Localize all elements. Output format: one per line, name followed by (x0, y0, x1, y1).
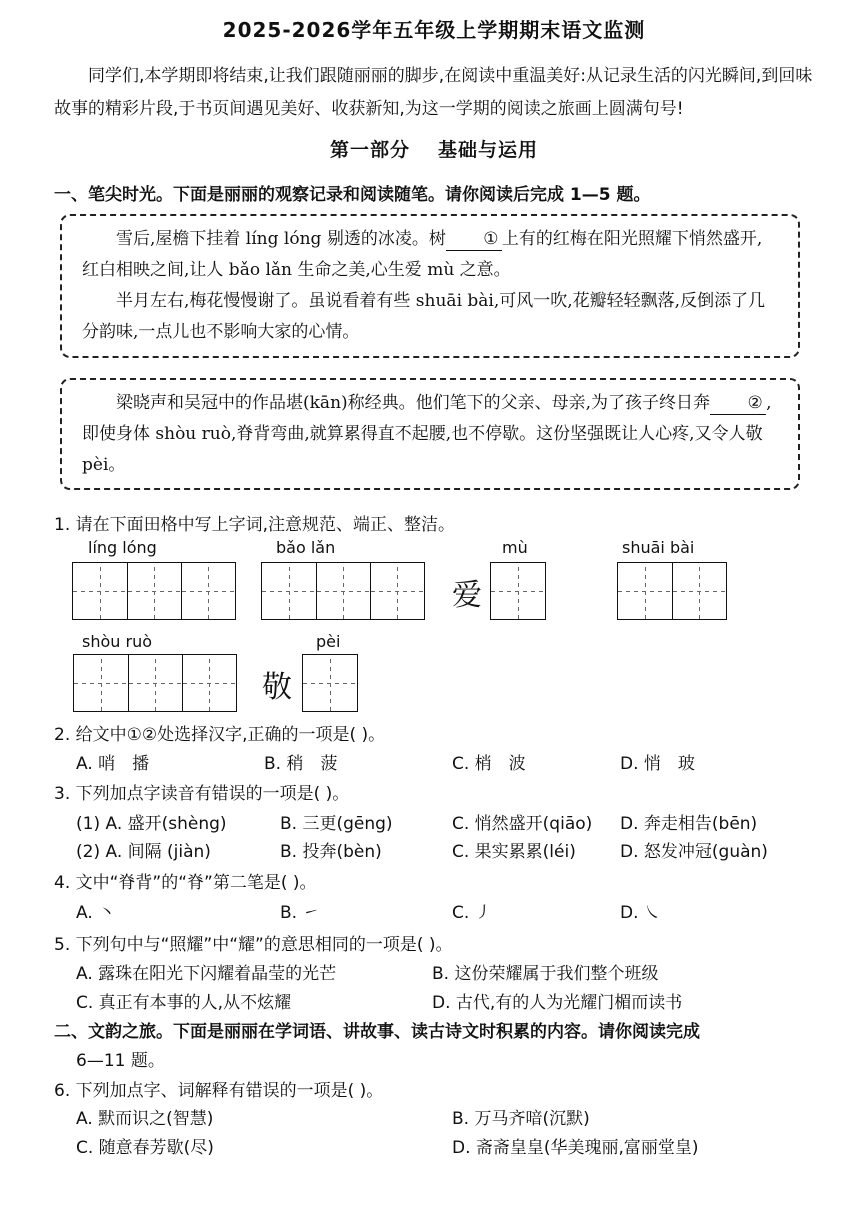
grid-cell[interactable] (73, 563, 127, 619)
page-title: 2025-2026学年五年级上学期期末语文监测 (222, 18, 646, 42)
q3-row1-b[interactable]: B. 三更(gēng) (280, 814, 393, 834)
grid-cell[interactable] (303, 655, 357, 711)
q5-option-c[interactable]: C. 真正有本事的人,从不炫耀 (76, 993, 292, 1013)
section-2-heading: 二、文韵之旅。下面是丽丽在学词语、讲故事、读古诗文时积累的内容。请你阅读完成 (54, 1022, 700, 1042)
writing-grid-shuaibai[interactable] (617, 562, 727, 620)
writing-grid-baolan[interactable] (261, 562, 425, 620)
q5-option-b[interactable]: B. 这份荣耀属于我们整个班级 (432, 964, 659, 984)
grid-cell[interactable] (672, 563, 726, 619)
part-heading (0, 135, 868, 162)
q6-option-a[interactable]: A. 默而识之(智慧) (76, 1109, 214, 1129)
q4-option-c[interactable]: C. ㇓ (452, 903, 492, 923)
q3-row2-b[interactable]: B. 投奔(bèn) (280, 842, 382, 862)
grid-cell[interactable] (181, 563, 235, 619)
q5-option-a[interactable]: A. 露珠在阳光下闪耀着晶莹的光芒 (76, 964, 337, 984)
part-name: 基础与运用 (438, 139, 539, 161)
box2-text-b: ,即使身体 shòu ruò,脊背弯曲,就算累得直不起腰,也不停歇。这份坚强既让人心疼,又令人敬 pèi。 (82, 393, 772, 475)
question-6: 6. 下列加点字、词解释有错误的一项是( )。 (54, 1081, 384, 1101)
grid-cell[interactable] (262, 563, 316, 619)
q3-row1-c[interactable]: C. 悄然盛开(qiāo) (452, 814, 593, 834)
grid-cell[interactable] (74, 655, 128, 711)
question-5: 5. 下列句中与“照耀”中“耀”的意思相同的一项是( )。 (54, 935, 453, 955)
grid3-prefix-char: 爱 (452, 578, 482, 613)
writing-grid-mu[interactable] (490, 562, 546, 620)
intro-paragraph (54, 60, 824, 126)
reading-box-2 (60, 378, 800, 490)
grid1-pinyin: líng lóng (88, 538, 157, 557)
q3-row2-c[interactable]: C. 果实累累(léi) (452, 842, 576, 862)
box1-text-b: 上有的红梅在阳光照耀下悄然盛开,红白相映之间,让人 bǎo lǎn 生命之美,心生爱 mù 之意。 (82, 229, 763, 280)
grid-cell[interactable] (182, 655, 236, 711)
grid3-pinyin: mù (502, 538, 528, 557)
q2-option-b[interactable]: B. 稍 菠 (264, 754, 338, 774)
q2-option-a[interactable]: A. 哨 播 (76, 754, 150, 774)
question-1: 1. 请在下面田格中写上字词,注意规范、端正、整洁。 (54, 515, 456, 535)
q6-option-c[interactable]: C. 随意春芳歇(尽) (76, 1138, 214, 1158)
q2-option-d[interactable]: D. 悄 玻 (620, 754, 695, 774)
box1-para2: 半月左右,梅花慢慢谢了。虽说看着有些 shuāi bài,可风一吹,花瓣轻轻飘落,反倒添了几分韵味,一点儿也不影响大家的心情。 (82, 291, 766, 342)
q4-option-d[interactable]: D. ㇏ (620, 903, 661, 923)
q2-option-c[interactable]: C. 梢 波 (452, 754, 526, 774)
intro-text: 同学们,本学期即将结束,让我们跟随丽丽的脚步,在阅读中重温美好:从记录生活的闪光瞬间,到回味故事的精彩片段,于书页间遇见美好、收获新知,为这一学期的阅读之旅画上圆满句号! (54, 66, 813, 119)
section-1-heading: 一、笔尖时光。下面是丽丽的观察记录和阅读随笔。请你阅读后完成 1—5 题。 (54, 185, 651, 205)
writing-grid-pei[interactable] (302, 654, 358, 712)
box1-para1 (82, 224, 778, 286)
question-3: 3. 下列加点字读音有错误的一项是( )。 (54, 784, 350, 804)
q5-option-d[interactable]: D. 古代,有的人为光耀门楣而读书 (432, 993, 683, 1013)
q3-row2-a[interactable]: (2) A. 间隔 (jiàn) (76, 842, 211, 862)
box1-text-a: 雪后,屋檐下挂着 líng lóng 剔透的冰凌。树 (116, 229, 446, 249)
grid-cell[interactable] (128, 655, 182, 711)
blank-2[interactable]: ② (710, 392, 766, 415)
grid-cell[interactable] (491, 563, 545, 619)
grid6-pinyin: pèi (316, 632, 341, 651)
grid2-pinyin: bǎo lǎn (276, 538, 336, 557)
q6-option-d[interactable]: D. 斋斋皇皇(华美瑰丽,富丽堂皇) (452, 1138, 699, 1158)
grid-cell[interactable] (370, 563, 424, 619)
part-number: 第一部分 (329, 139, 410, 161)
blank-1[interactable]: ① (446, 228, 502, 251)
q3-row1-a[interactable]: (1) A. 盛开(shèng) (76, 814, 227, 834)
q3-row2-d[interactable]: D. 怒发冲冠(guàn) (620, 842, 768, 862)
grid-cell[interactable] (127, 563, 181, 619)
box2-para1 (82, 388, 778, 481)
writing-grid-shouruo[interactable] (73, 654, 237, 712)
section-2-heading-cont: 6—11 题。 (76, 1051, 165, 1071)
box2-text-a: 梁晓声和吴冠中的作品堪(kān)称经典。他们笔下的父亲、母亲,为了孩子终日奔 (116, 393, 711, 413)
reading-box-1 (60, 214, 800, 358)
grid6-prefix-char: 敬 (262, 670, 292, 705)
q6-option-b[interactable]: B. 万马齐喑(沉默) (452, 1109, 590, 1129)
question-2: 2. 给文中①②处选择汉字,正确的一项是( )。 (54, 725, 386, 745)
writing-grid-linglong[interactable] (72, 562, 236, 620)
q3-row1-d[interactable]: D. 奔走相告(bēn) (620, 814, 758, 834)
grid5-pinyin: shòu ruò (82, 632, 152, 651)
q4-option-a[interactable]: A. ㇔ (76, 903, 116, 923)
grid4-pinyin: shuāi bài (622, 538, 695, 557)
q4-option-b[interactable]: B. ㇀ (280, 903, 320, 923)
question-4: 4. 文中“脊背”的“脊”第二笔是( )。 (54, 873, 317, 893)
grid-cell[interactable] (618, 563, 672, 619)
grid-cell[interactable] (316, 563, 370, 619)
